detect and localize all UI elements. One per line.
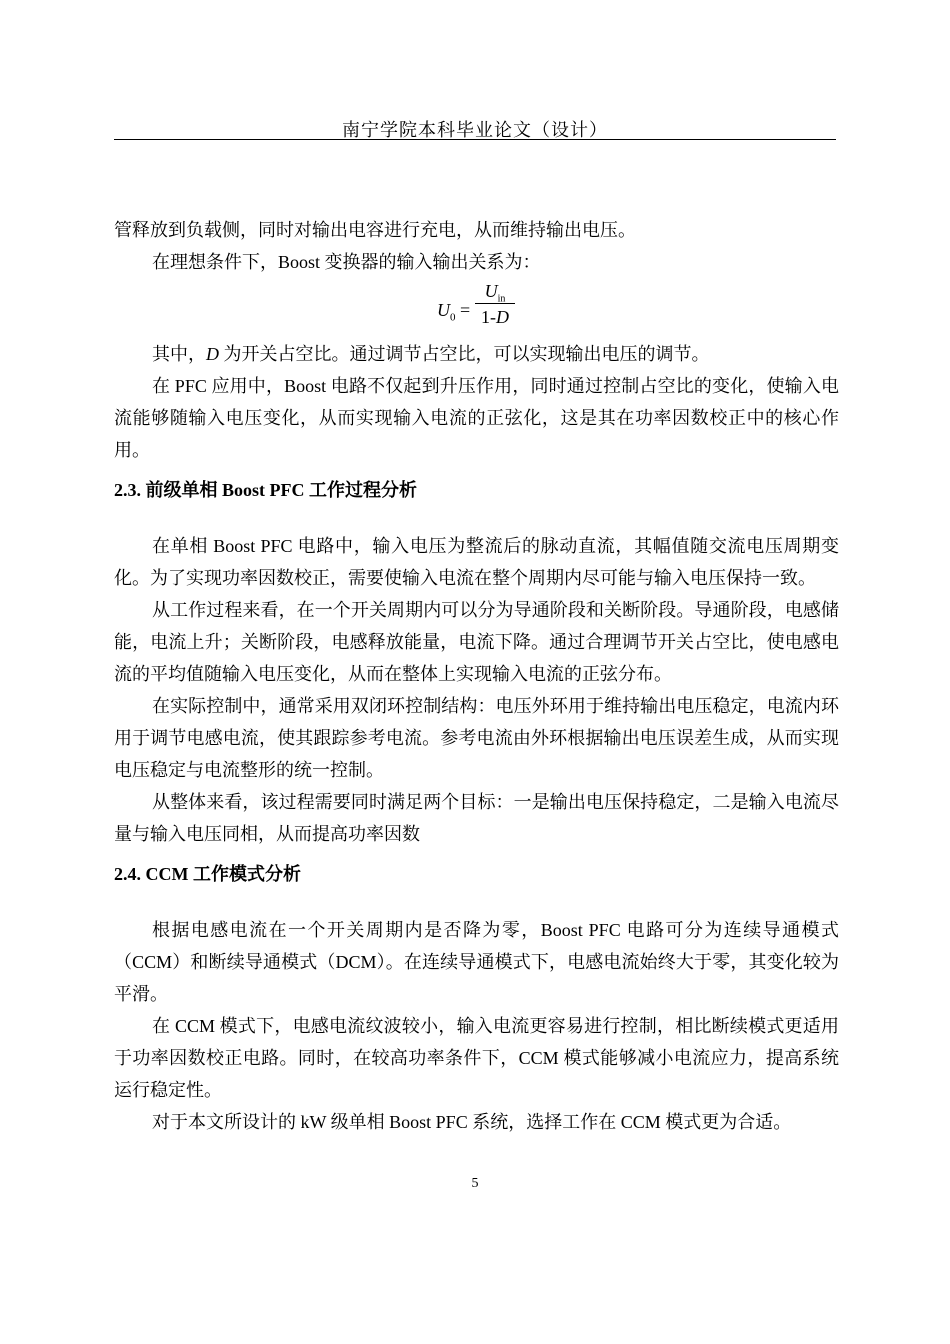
section-heading: 2.3. 前级单相 Boost PFC 工作过程分析 bbox=[114, 480, 417, 500]
equation-num-var: U bbox=[484, 281, 498, 301]
equation-num-sub: in bbox=[497, 293, 506, 305]
equation-lhs-var: U bbox=[437, 300, 450, 320]
section-heading: 2.4. CCM 工作模式分析 bbox=[114, 864, 301, 884]
equation-denominator bbox=[475, 305, 515, 329]
paragraph: 在单相 Boost PFC 电路中，输入电压为整流后的脉动直流，其幅值随交流电压周期变化。为了实现功率因数校正，需要使输入电流在整个周期内尽可能与输入电压保持一致。 bbox=[114, 536, 839, 588]
header-rule bbox=[114, 139, 836, 140]
text-run: 其中， bbox=[152, 344, 206, 364]
body-text bbox=[114, 214, 839, 1138]
running-header: 南宁学院本科毕业论文（设计） bbox=[342, 120, 608, 140]
paragraph: 根据电感电流在一个开关周期内是否降为零，Boost PFC 电路可分为连续导通模式（CCM）和断续导通模式（DCM）。在连续导通模式下，电感电流始终大于零，其变化较为平滑。 bbox=[114, 920, 839, 1004]
paragraph: 从工作过程来看，在一个开关周期内可以分为导通阶段和关断阶段。导通阶段，电感储能，电流上升；关断阶段，电感释放能量，电流下降。通过合理调节开关占空比，使电感电流的平均值随输入电压变化，从而在整体上实现输入电流的正弦分布。 bbox=[114, 600, 839, 684]
text-run: 为开关占空比。通过调节占空比，可以实现输出电压的调节。 bbox=[219, 344, 710, 364]
equation-lhs bbox=[437, 294, 456, 334]
equation-fraction bbox=[475, 280, 515, 329]
equation-lhs-sub: 0 bbox=[450, 311, 456, 324]
paragraph: 对于本文所设计的 kW 级单相 Boost PFC 系统，选择工作在 CCM 模式更为合适。 bbox=[152, 1112, 792, 1132]
equation-den-minus: - bbox=[490, 307, 496, 327]
paragraph: 从整体来看，该过程需要同时满足两个目标：一是输出电压保持稳定，二是输入电流尽量与输入电压同相，从而提高功率因数 bbox=[114, 792, 839, 844]
equation-den-var: D bbox=[496, 307, 509, 327]
paragraph: 在理想条件下，Boost 变换器的输入输出关系为： bbox=[152, 252, 541, 272]
paragraph: 管释放到负载侧，同时对输出电容进行充电，从而维持输出电压。 bbox=[114, 220, 636, 240]
paragraph: 在 CCM 模式下，电感电流纹波较小，输入电流更容易进行控制，相比断续模式更适用于功率因数校正电路。同时，在较高功率条件下，CCM 模式能够减小电流应力，提高系统运行稳定性。 bbox=[114, 1016, 839, 1100]
equation-numerator bbox=[475, 280, 515, 305]
page-number: 5 bbox=[471, 1176, 479, 1191]
equation-den-one: 1 bbox=[481, 307, 490, 327]
equation-equals: = bbox=[460, 300, 471, 320]
paragraph bbox=[114, 338, 839, 370]
paragraph: 在实际控制中，通常采用双闭环控制结构：电压外环用于维持输出电压稳定，电流内环用于调节电感电流，使其跟踪参考电流。参考电流由外环根据输出电压误差生成，从而实现电压稳定与电流整形的统一控制。 bbox=[114, 696, 839, 780]
variable-d: D bbox=[206, 344, 219, 364]
paragraph: 在 PFC 应用中，Boost 电路不仅起到升压作用，同时通过控制占空比的变化，使输入电流能够随输入电压变化，从而实现输入电流的正弦化，这是其在功率因数校正中的核心作用。 bbox=[114, 376, 839, 460]
equation bbox=[114, 278, 839, 338]
fraction-bar bbox=[475, 303, 515, 304]
